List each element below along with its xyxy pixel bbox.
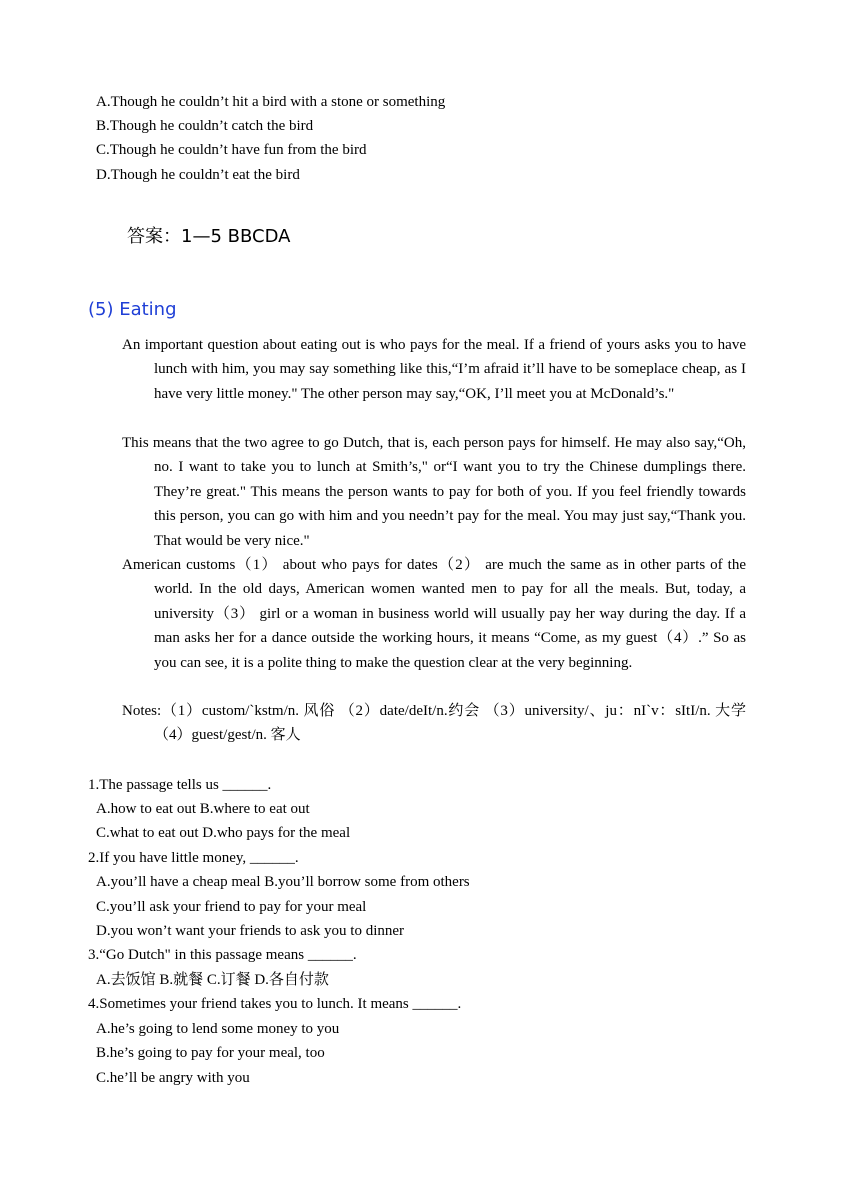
question-1: 1.The passage tells us ______. [88,777,272,793]
answer-key: 答案：1—5 BBCDA [127,226,291,247]
passage-paragraph-1: An important question about eating out is who pays for the meal. If a friend of yours asks you to have lunch with him, you may say something like this,“I’m afraid it’ll have to be someplace cheap, as I have very little money." The other person may say,“OK, I’ll meet you at McDonald’s." [122,337,746,402]
question-2-options-ab: A.you’ll have a cheap meal B.you’ll borrow some from others [96,874,470,890]
question-1-options-cd: C.what to eat out D.who pays for the meal [96,825,351,841]
question-4-option-c: C.he’ll be angry with you [96,1070,250,1086]
question-4-option-a: A.he’s going to lend some money to you [96,1021,340,1037]
prev-option-a: A.Though he couldn’t hit a bird with a stone or something [96,94,446,110]
passage-paragraph-3: American customs（1） about who pays for dates（2） are much the same as in other parts of the world. In the old days, American women wanted men to pay for all the meals. But, today, a university（3） girl or a woman in business world will usually pay her way during the day. If a man asks her for a dance outside the working hours, it means “Come, as my guest（4）.” So as you can see, it is a polite thing to make the question clear at the very beginning. [122,557,746,671]
prev-option-c: C.Though he couldn’t have fun from the bird [96,142,367,158]
question-4-option-b: B.he’s going to pay for your meal, too [96,1045,325,1061]
question-4: 4.Sometimes your friend takes you to lunch. It means ______. [88,996,462,1012]
prev-option-b: B.Though he couldn’t catch the bird [96,118,314,134]
passage-paragraph-2: This means that the two agree to go Dutch, that is, each person pays for himself. He may also say,“Oh, no. I want to take you to lunch at Smith’s," or“I want you to try the Chinese dumplings there. They’re great." This means the person wants to pay for both of you. If you feel friendly towards this person, you can go with him and you needn’t pay for the meal. You may just say,“Thank you. That would be very nice." [122,435,746,549]
question-2: 2.If you have little money, ______. [88,850,299,866]
question-1-options-ab: A.how to eat out B.where to eat out [96,801,310,817]
section-heading: (5) Eating [88,299,177,320]
question-2-option-d: D.you won’t want your friends to ask you to dinner [96,923,405,939]
passage-notes: Notes:（1）custom/`kstm/n. 风俗 （2）date/deIt/n.约会 （3）university/、ju：nI`v：sItI/n. 大学 （4）guest/gest/n. 客人 [122,703,746,744]
question-3-options: A.去饭馆 B.就餐 C.订餐 D.各自付款 [96,972,329,988]
question-3: 3.“Go Dutch" in this passage means ______. [88,947,357,963]
question-2-option-c: C.you’ll ask your friend to pay for your meal [96,899,367,915]
prev-option-d: D.Though he couldn’t eat the bird [96,167,300,183]
